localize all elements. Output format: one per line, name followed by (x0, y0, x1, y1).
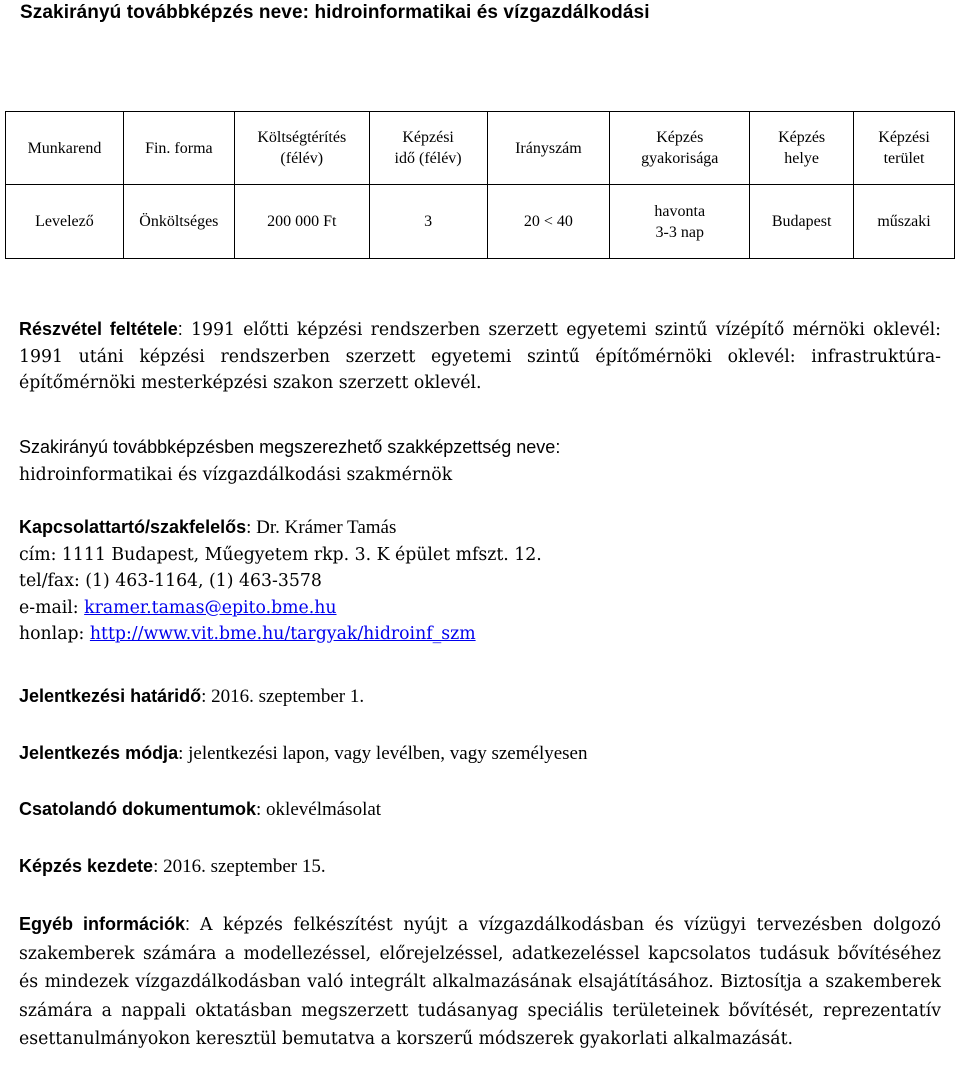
modja-label: Jelentkezés módja (19, 743, 179, 763)
kapcsolat-label: Kapcsolattartó/szakfelelős (19, 517, 247, 537)
program-table (5, 111, 955, 259)
egyeb-text: A képzés felkészítést nyújt a vízgazdálkodásban és vízügyi tervezésben dolgozó szakemberek számára a modellezéssel, előrejelzéssel, adatkezeléssel kapcsolatos tudásuk bővítéséhez és mindezek vízgazdálkodásban való integrált alkalmazásának elsajátításához. Biztosítja a szakemberek számára a nappali oktatásban megszerzett tudásanyag speciális területeinek bővítését, reprezentatív esettanulmányokon keresztül bemutatva a korszerű módszerek gyakorlati alkalmazását. (19, 915, 941, 1050)
section-egyeb: Egyéb információk: A képzés felkészítést nyújt a vízgazdálkodásban és vízügyi tervezésben dolgozó szakemberek számára a modellezéssel, előrejelzéssel, adatkezeléssel kapcsolatos tudásuk bővítéséhez és mindezek vízgazdálkodásban való integrált alkalmazásának elsajátításához. Biztosítja a szakemberek számára a nappali oktatásban megszerzett tudásanyag speciális területeinek bővítését, reprezentatív esettanulmányokon keresztül bemutatva a korszerű módszerek gyakorlati alkalmazását. (19, 914, 941, 1050)
section-csatolando: Csatolandó dokumentumok: oklevélmásolat (19, 799, 382, 820)
table-row (6, 185, 955, 259)
kapcsolat-tel: tel/fax: (1) 463-1164, (1) 463-3578 (19, 571, 322, 591)
header-helye: Képzés helye (750, 112, 854, 185)
egyeb-label: Egyéb információk (19, 914, 186, 934)
hatarido-label: Jelentkezési határidő (19, 686, 202, 706)
section-modja: Jelentkezés módja: jelentkezési lapon, vagy levélben, vagy személyesen (19, 743, 588, 764)
cell-iranyszam: 20 < 40 (487, 185, 610, 259)
header-koltsegterites: Költségtérítés (félév) (234, 112, 369, 185)
header-munkarend: Munkarend (6, 112, 124, 185)
kapcsolat-name: Dr. Krámer Tamás (256, 517, 397, 538)
csatolando-label: Csatolandó dokumentumok (19, 799, 257, 819)
email-label: e-mail: (19, 597, 79, 618)
header-gyakorisag: Képzés gyakorisága (610, 112, 750, 185)
cell-koltseg: 200 000 Ft (234, 185, 369, 259)
kapcsolat-cim: cím: 1111 Budapest, Műegyetem rkp. 3. K épület mfszt. 12. (19, 544, 542, 565)
header-iranyszam: Irányszám (487, 112, 610, 185)
reszvetel-label: Részvétel feltétele (19, 319, 178, 339)
page-title: Szakirányú továbbképzés neve: hidroinformatikai és vízgazdálkodási (20, 2, 650, 23)
cell-ido: 3 (369, 185, 487, 259)
email-link[interactable]: kramer.tamas@epito.bme.hu (84, 597, 337, 618)
section-kapcsolat: Kapcsolattartó/szakfelelős: Dr. Krámer Tamás cím: 1111 Budapest, Műegyetem rkp. 3. K épület mfszt. 12. tel/fax: (1) 463-1164, (1) 463-3578 e-mail: kramer.tamas@epito.bme.hu honlap: http://www.vit.bme.hu/targyak/hidroinf_szm (19, 514, 941, 648)
honlap-label: honlap: (19, 624, 85, 644)
header-kepzesi-ido: Képzési idő (félév) (369, 112, 487, 185)
section-reszvetel: Részvétel feltétele: 1991 előtti képzési rendszerben szerzett egyetemi szintű vízépítő mérnöki oklevél: 1991 utáni képzési rendszerben szerzett egyetemi szintű építőmérnöki oklevél: infrastruktúra-építőmérnöki mesterképzési szakon szerzett oklevél. (19, 319, 942, 393)
szakkepzettseg-label: Szakirányú továbbképzésben megszerezhető szakképzettség neve (19, 437, 556, 457)
reszvetel-text: 1991 előtti képzési rendszerben szerzett egyetemi szintű vízépítő mérnöki oklevél: 1991 utáni képzési rendszerben szerzett egyetemi szintű építőmérnöki oklevél: infrastruktúra-építőmérnöki mesterképzési szakon szerzett oklevél. (19, 320, 942, 393)
szakkepzettseg-text: hidroinformatikai és vízgazdálkodási szakmérnök (19, 464, 453, 485)
section-hatarido: Jelentkezési határidő: 2016. szeptember 1. (19, 686, 365, 707)
hatarido-value: 2016. szeptember 1. (211, 686, 365, 707)
cell-helye: Budapest (750, 185, 854, 259)
kezdete-label: Képzés kezdete (19, 856, 154, 876)
csatolando-value: oklevélmásolat (266, 799, 382, 820)
section-kezdete: Képzés kezdete: 2016. szeptember 15. (19, 856, 326, 877)
kezdete-value: 2016. szeptember 15. (163, 856, 326, 877)
cell-terulet: műszaki (854, 185, 955, 259)
section-szakkepzettseg: Szakirányú továbbképzésben megszerezhető szakképzettség neve: hidroinformatikai és vízgazdálkodási szakmérnök (19, 434, 941, 488)
cell-gyakorisag: havonta 3-3 nap (610, 185, 750, 259)
cell-munkarend: Levelező (6, 185, 124, 259)
header-terulet: Képzési terület (854, 112, 955, 185)
cell-fin-forma: Önköltséges (123, 185, 234, 259)
honlap-link[interactable]: http://www.vit.bme.hu/targyak/hidroinf_szm (89, 624, 476, 644)
modja-value: jelentkezési lapon, vagy levélben, vagy személyesen (188, 743, 588, 764)
table-header-row (6, 112, 955, 185)
header-fin-forma: Fin. forma (123, 112, 234, 185)
